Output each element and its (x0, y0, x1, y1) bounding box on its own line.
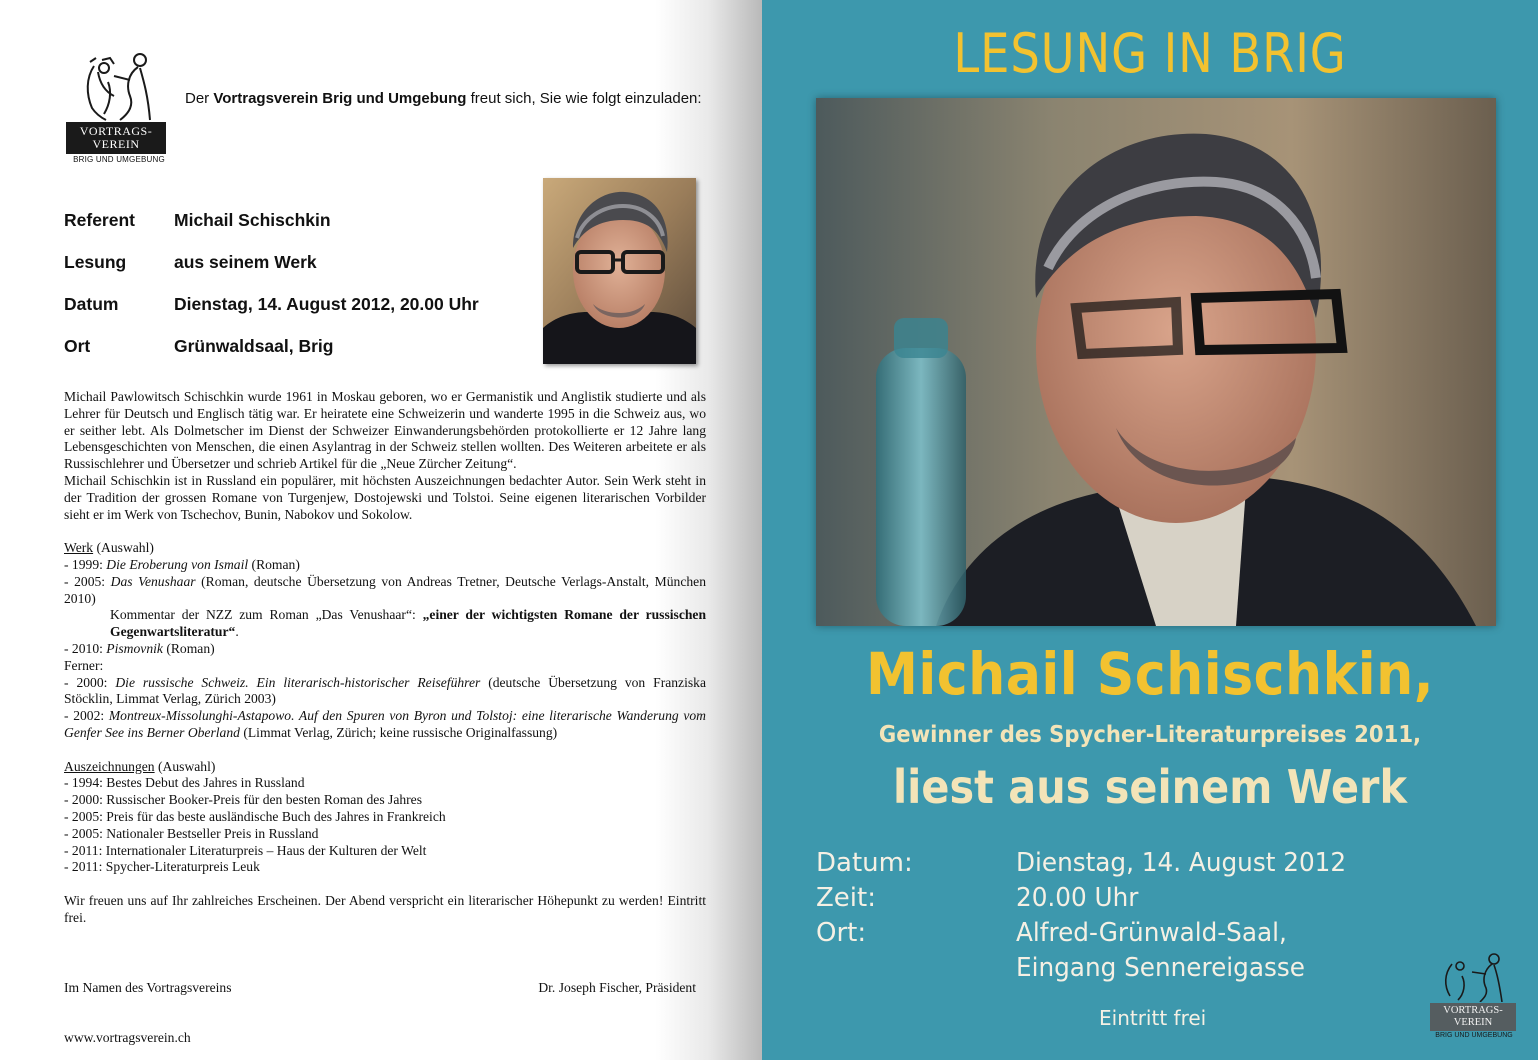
detail-label: Zeit: (816, 883, 876, 913)
info-row-lesung (64, 252, 534, 294)
intro-post: freut sich, Sie wie folgt einzuladen: (466, 90, 702, 107)
info-row-referent (64, 210, 534, 252)
work-year: - 1999: (64, 556, 107, 572)
author-portrait-large (816, 98, 1496, 626)
comment-quote: „einer der wichtigsten Romane der russischen Gegenwartsliteratur“ (110, 607, 707, 640)
work-item (64, 557, 706, 574)
intro-org: Vortragsverein Brig und Umgebung (213, 90, 467, 107)
work-year: - 2000: (64, 674, 116, 690)
poster-title: LESUNG IN BRIG (953, 22, 1347, 85)
work-title: Die Eroberung von Ismail (106, 556, 249, 572)
info-label: Lesung (64, 252, 127, 272)
poster-author-name: Michail Schischkin, (865, 640, 1435, 708)
vortragsverein-logo (64, 52, 174, 162)
work-title: Pismovnik (106, 640, 163, 656)
info-value: Dienstag, 14. August 2012, 20.00 Uhr (174, 294, 479, 314)
ferner-label: Ferner: (64, 657, 104, 673)
detail-value: Alfred-Grünwald-Saal, (1016, 918, 1287, 948)
info-value: Michail Schischkin (174, 210, 331, 230)
author-photo-large-icon (816, 98, 1496, 626)
work-comment (64, 607, 706, 641)
spacer (64, 876, 706, 893)
poster-subtitle: Gewinner des Spycher-Literaturpreises 2011, (878, 722, 1422, 748)
sign-right: Dr. Joseph Fischer, Präsident (538, 980, 696, 995)
figures-logo-small-icon (1436, 952, 1516, 1002)
author-photo-icon (543, 178, 696, 364)
poster-logo-line-2: VEREIN (1453, 1017, 1493, 1028)
award-item: - 2011: Spycher-Literaturpreis Leuk (64, 859, 260, 875)
spacer (64, 742, 706, 759)
works-heading-label: Werk (64, 540, 94, 556)
website-link[interactable]: www.vortragsverein.ch (64, 1030, 191, 1045)
detail-label: Datum: (816, 848, 913, 878)
detail-row-datum (816, 848, 1376, 883)
work-title: Montreux-Missolunghi-Astapowo. Auf den Spuren von Byron und Tolstoj: eine literarische Wanderung vom Genfer See ins Berner Oberland (64, 708, 706, 740)
comment-pre: Kommentar der NZZ zum Roman „Das Venushaar“: (110, 607, 423, 623)
work-item (64, 708, 706, 742)
spacer (64, 523, 706, 540)
work-year: - 2005: (64, 573, 111, 589)
info-value: aus seinem Werk (174, 252, 317, 272)
works-heading (64, 540, 706, 557)
awards-heading-label: Auszeichnungen (64, 758, 155, 774)
work-note: (Roman, deutsche Übersetzung von Andreas Tretner, Deutsche Verlags-Anstalt, München 2010) (64, 573, 706, 606)
intro-pre: Der (185, 90, 214, 107)
logo-subtitle: BRIG UND UMGEBUNG (73, 155, 165, 164)
awards-heading (64, 759, 706, 776)
closing-text: Wir freuen uns auf Ihr zahlreiches Erscheinen. Der Abend verspricht ein literarischer Höhepunkt zu werden! Eintritt frei. (64, 892, 706, 925)
logo-line-2: VEREIN (92, 137, 140, 151)
logo-line-1: VORTRAGS- (79, 124, 153, 138)
work-note: (deutsche Übersetzung von Franziska Stöcklin, Limmat Verlag, Zürich 2003) (64, 674, 706, 707)
info-row-datum (64, 294, 534, 336)
figures-logo-icon (80, 52, 160, 122)
detail-row-zeit (816, 883, 1376, 918)
poster-entry-free: Eintritt frei (1099, 1006, 1207, 1030)
info-label: Datum (64, 294, 119, 314)
award-item: - 1994: Bestes Debut des Jahres in Russland (64, 775, 305, 791)
poster-reading-line: liest aus seinem Werk (892, 760, 1408, 814)
invitation-page (0, 0, 762, 1060)
info-value: Grünwaldsaal, Brig (174, 336, 334, 356)
biography-text (64, 389, 706, 927)
work-item (64, 574, 706, 608)
work-note: (Roman) (248, 556, 300, 572)
sign-left: Im Namen des Vortragsvereins (64, 980, 232, 995)
work-note: (Roman) (162, 640, 215, 656)
work-title: Die russische Schweiz. Ein literarisch-historischer Reiseführer (115, 674, 481, 690)
signature-line (64, 980, 696, 996)
poster-logo-subtitle: BRIG UND UMGEBUNG (1435, 1032, 1513, 1039)
info-label: Ort (64, 336, 91, 356)
work-year: - 2002: (64, 708, 109, 724)
info-row-ort (64, 336, 534, 378)
award-item: - 2011: Internationaler Literaturpreis – Haus der Kulturen der Welt (64, 842, 427, 858)
award-item: - 2000: Russischer Booker-Preis für den besten Roman des Jahres (64, 792, 423, 808)
poster-page (762, 0, 1538, 1060)
work-item (64, 675, 706, 709)
detail-value: Eingang Sennereigasse (1016, 953, 1305, 983)
award-item: - 2005: Preis für das beste ausländische Buch des Jahres in Frankreich (64, 808, 446, 824)
logo-plate (66, 122, 166, 154)
detail-value: 20.00 Uhr (1016, 883, 1139, 913)
comment-post: . (235, 624, 239, 640)
info-label: Referent (64, 210, 135, 230)
detail-row-ort (816, 918, 1376, 953)
work-year: - 2010: (64, 640, 107, 656)
poster-details (816, 848, 1376, 988)
work-title: Das Venushaar (110, 573, 196, 589)
event-info-table (64, 210, 534, 378)
poster-logo (1428, 950, 1523, 1045)
award-item: - 2005: Nationaler Bestseller Preis in Russland (64, 825, 319, 841)
detail-row-eingang (816, 953, 1376, 988)
detail-label: Ort: (816, 918, 867, 948)
bio-paragraph-2: Michail Schischkin ist in Russland ein populärer, mit höchsten Auszeichnungen bedachter Autor. Sein Werk steht in der Tradition der grossen Romane von Turgenjew, Dostojewski und Tolstoi. Seine eigenen literarischen Vorbilder sieht er im Werk von Tschechov, Bunin, Nabokov und Sokolow. (64, 472, 706, 522)
work-item (64, 641, 706, 658)
awards-heading-suffix: (Auswahl) (154, 758, 216, 774)
poster-logo-line-1: VORTRAGS- (1443, 1005, 1503, 1016)
bio-paragraph: Michail Pawlowitsch Schischkin wurde 1961 in Moskau geboren, wo er Germanistik und Anglistik studierte und als Lehrer für Deutsch und Englisch tätig war. Er heiratete eine Schweizerin und wanderte 1995 in die Schweiz aus, wo er seither lebt. Als Dolmetscher im Dienst der Schweizer Einwanderungsbehörden protokollierte er 12 Jahre lang Lebensgeschichten von Menschen, die einen Asylantrag in der Schweiz stellen wollten. Des Weiteren arbeitete er als Russischlehrer und Übersetzer und schrieb Artikel für die „Neue Zürcher Zeitung“. (64, 389, 706, 472)
author-portrait-small (543, 178, 696, 364)
poster-logo-plate (1430, 1003, 1516, 1031)
detail-value: Dienstag, 14. August 2012 (1016, 848, 1347, 878)
intro-text (185, 90, 706, 108)
works-heading-suffix: (Auswahl) (93, 540, 154, 556)
work-note: (Limmat Verlag, Zürich; keine russische Originalfassung) (239, 724, 558, 740)
